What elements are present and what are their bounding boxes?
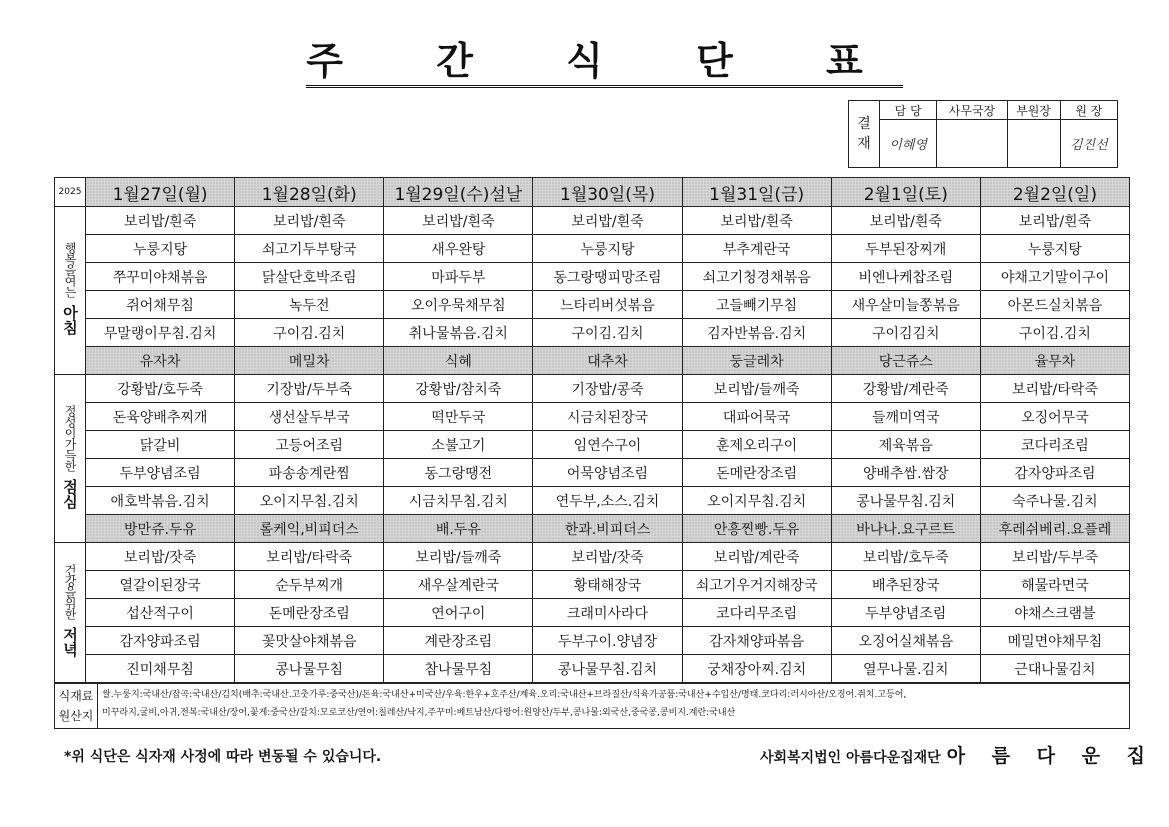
menu-cell: 보리밥/잣죽 [533,543,682,571]
menu-cell: 구이김.김치 [533,319,682,347]
menu-cell: 보리밥/흰죽 [384,207,533,235]
notice-text: *위 식단은 식자재 사정에 따라 변동될 수 있습니다. [64,749,382,765]
menu-cell: 보리밥/흰죽 [831,207,980,235]
meal-section-label: 건강을위한 저녁 [55,543,86,683]
menu-cell: 보리밥/타락죽 [980,375,1129,403]
menu-cell: 야채고기말이구이 [980,263,1129,291]
menu-cell: 구이김.김치 [980,319,1129,347]
menu-cell: 크래미사라다 [533,599,682,627]
day-header: 1월30일(목) [533,178,682,207]
menu-cell: 돈메란장조림 [682,459,831,487]
day-header: 2월1일(토) [831,178,980,207]
menu-row [55,459,1130,487]
day-header: 1월27일(월) [86,178,235,207]
menu-cell: 들깨미역국 [831,403,980,431]
approval-header: 원 장 [1060,101,1117,120]
menu-cell: 배.두유 [384,515,533,543]
menu-cell: 콩나물무침.김치 [533,655,682,683]
menu-cell: 두부양념조림 [831,599,980,627]
menu-cell: 두부양념조림 [86,459,235,487]
menu-cell: 식혜 [384,347,533,375]
menu-cell: 닭갈비 [86,431,235,459]
menu-cell: 야채스크램블 [980,599,1129,627]
menu-cell: 느타리버섯볶음 [533,291,682,319]
menu-cell: 배추된장국 [831,571,980,599]
menu-cell: 순두부찌개 [235,571,384,599]
menu-cell: 섭산적구이 [86,599,235,627]
menu-cell: 기장밥/콩죽 [533,375,682,403]
menu-cell: 방만쥬.두유 [86,515,235,543]
approval-header: 사무국장 [937,101,1007,120]
menu-row [55,291,1130,319]
menu-cell: 오이우묵채무침 [384,291,533,319]
menu-cell: 비엔나케찹조림 [831,263,980,291]
approval-label: 결 재 [849,101,880,168]
menu-cell: 보리밥/들깨죽 [384,543,533,571]
menu-cell: 보리밥/호두죽 [831,543,980,571]
menu-cell: 열무나물.김치 [831,655,980,683]
year-cell: 2025 [55,178,86,207]
signature [1007,120,1060,168]
menu-cell: 숙주나물.김치 [980,487,1129,515]
menu-row [55,319,1130,347]
menu-cell: 두부구이.양념장 [533,627,682,655]
page-title: 주 간 식 단 표 [0,30,1169,85]
menu-cell: 감자양파조림 [86,627,235,655]
menu-cell: 시금치무침.김치 [384,487,533,515]
meal-section-label: 정성이가득한 점심 [55,375,86,543]
menu-cell: 참나물무침 [384,655,533,683]
menu-cell: 취나물볶음.김치 [384,319,533,347]
menu-row [55,431,1130,459]
menu-cell: 오징어실채볶음 [831,627,980,655]
menu-row [55,347,1130,375]
menu-cell: 메밀면야채무침 [980,627,1129,655]
approval-header: 담 당 [880,101,937,120]
menu-cell: 보리밥/들깨죽 [682,375,831,403]
menu-cell: 대추차 [533,347,682,375]
menu-cell: 녹두전 [235,291,384,319]
origin-text: 쌀.누룽지:국내산/잡곡:국내산/김치(배추:국내산.고춧가루:중국산)/돈육:국내산+미국산/우육:한우+호주산/계육.오리:국내산+브라질산/식육가공품:국내산+수입산/명태.코다리:러시아산/오징어.쥐치.고등어, 미꾸라지,굴비,아귀,전복:국내산/장어,꽃게:중국산/갈치:모로코산/연어:칠레산/낙지,주꾸미:베트남산/다랑어:원양산/두부,콩나물:외국산,중국콩,콩비지.계란:국내산 [98,684,1130,729]
day-header: 1월31일(금) [682,178,831,207]
menu-cell: 돈메란장조림 [235,599,384,627]
menu-cell: 구이김김치 [831,319,980,347]
menu-cell: 보리밥/흰죽 [235,207,384,235]
menu-cell: 메밀차 [235,347,384,375]
approval-box [848,100,1118,168]
menu-row [55,375,1130,403]
menu-row [55,263,1130,291]
menu-cell: 바나나.요구르트 [831,515,980,543]
menu-row [55,207,1130,235]
menu-cell: 보리밥/계란죽 [682,543,831,571]
menu-cell: 생선살두부국 [235,403,384,431]
menu-cell: 무말랭이무침.김치 [86,319,235,347]
menu-cell: 새우완탕 [384,235,533,263]
menu-cell: 보리밥/타락죽 [235,543,384,571]
menu-cell: 코다리무조림 [682,599,831,627]
menu-cell: 대파어묵국 [682,403,831,431]
menu-cell: 꽃맛살야채볶음 [235,627,384,655]
approval-header: 부원장 [1007,101,1060,120]
menu-cell: 강황밥/참치죽 [384,375,533,403]
menu-cell: 부추계란국 [682,235,831,263]
menu-cell: 떡만두국 [384,403,533,431]
menu-cell: 마파두부 [384,263,533,291]
menu-cell: 콩나물무침.김치 [831,487,980,515]
menu-cell: 코다리조림 [980,431,1129,459]
menu-cell: 쥐어채무침 [86,291,235,319]
menu-cell: 쇠고기두부탕국 [235,235,384,263]
menu-cell: 어묵양념조림 [533,459,682,487]
menu-cell: 쇠고기우거지해장국 [682,571,831,599]
menu-cell: 새우살미늘쫑볶음 [831,291,980,319]
menu-row [55,515,1130,543]
menu-cell: 훈제오리구이 [682,431,831,459]
menu-cell: 열갈이된장국 [86,571,235,599]
menu-cell: 한과.비피더스 [533,515,682,543]
menu-cell: 보리밥/두부죽 [980,543,1129,571]
menu-cell: 쇠고기청경채볶음 [682,263,831,291]
menu-cell: 누룽지탕 [533,235,682,263]
signature: 이혜영 [880,120,937,168]
menu-cell: 보리밥/흰죽 [980,207,1129,235]
menu-cell: 둥글레차 [682,347,831,375]
menu-cell: 오이지무침.김치 [235,487,384,515]
menu-cell: 오이지무침.김치 [682,487,831,515]
menu-row [55,571,1130,599]
menu-cell: 해물라면국 [980,571,1129,599]
menu-cell: 궁채장아찌.김치 [682,655,831,683]
menu-row [55,655,1130,683]
menu-cell: 애호박볶음.김치 [86,487,235,515]
menu-cell: 후레쉬베리.요플레 [980,515,1129,543]
menu-cell: 닭살단호박조림 [235,263,384,291]
menu-cell: 연어구이 [384,599,533,627]
menu-cell: 오징어무국 [980,403,1129,431]
menu-cell: 임연수구이 [533,431,682,459]
menu-cell: 강황밥/호두죽 [86,375,235,403]
menu-cell: 동그랑땡피망조림 [533,263,682,291]
organization-name: 사회복지법인 아름다운집재단 아 름 다 운 집 [760,745,1155,767]
menu-cell: 시금치된장국 [533,403,682,431]
menu-cell: 연두부,소스.김치 [533,487,682,515]
menu-row [55,403,1130,431]
origin-label: 식재료 원산지 [55,684,98,729]
meal-section-label: 행복을여는 아침 [55,207,86,375]
menu-cell: 동그랑땡전 [384,459,533,487]
menu-cell: 롤케익,비피더스 [235,515,384,543]
menu-cell: 김자반볶음.김치 [682,319,831,347]
menu-table [54,177,1130,683]
menu-cell: 감자양파조림 [980,459,1129,487]
menu-cell: 두부된장찌개 [831,235,980,263]
menu-cell: 쭈꾸미야채볶음 [86,263,235,291]
menu-cell: 기장밥/두부죽 [235,375,384,403]
menu-cell: 보리밥/흰죽 [86,207,235,235]
menu-row [55,599,1130,627]
menu-cell: 콩나물무침 [235,655,384,683]
menu-cell: 아몬드실치볶음 [980,291,1129,319]
menu-cell: 보리밥/흰죽 [533,207,682,235]
signature: 김진선 [1060,120,1117,168]
menu-cell: 돈육양배추찌개 [86,403,235,431]
menu-cell: 율무차 [980,347,1129,375]
signature [937,120,1007,168]
menu-cell: 고등어조림 [235,431,384,459]
menu-row [55,487,1130,515]
origin-box [54,683,1130,729]
menu-cell: 안흥찐빵.두유 [682,515,831,543]
menu-cell: 소불고기 [384,431,533,459]
menu-cell: 보리밥/흰죽 [682,207,831,235]
day-header: 2월2일(일) [980,178,1129,207]
menu-cell: 근대나물김치 [980,655,1129,683]
menu-cell: 황태해장국 [533,571,682,599]
menu-cell: 보리밥/잣죽 [86,543,235,571]
menu-cell: 유자차 [86,347,235,375]
menu-row [55,627,1130,655]
menu-cell: 당근쥬스 [831,347,980,375]
menu-row [55,543,1130,571]
menu-cell: 누룽지탕 [86,235,235,263]
menu-cell: 강황밥/계란죽 [831,375,980,403]
menu-cell: 제육볶음 [831,431,980,459]
menu-cell: 진미채무침 [86,655,235,683]
menu-cell: 구이김.김치 [235,319,384,347]
menu-cell: 양배추쌈.쌈장 [831,459,980,487]
menu-cell: 새우살계란국 [384,571,533,599]
menu-cell: 누룽지탕 [980,235,1129,263]
menu-cell: 파송송계란찜 [235,459,384,487]
menu-cell: 고들빼기무침 [682,291,831,319]
menu-cell: 계란장조림 [384,627,533,655]
menu-row [55,235,1130,263]
menu-cell: 감자채양파볶음 [682,627,831,655]
day-header: 1월28일(화) [235,178,384,207]
day-header: 1월29일(수)설날 [384,178,533,207]
